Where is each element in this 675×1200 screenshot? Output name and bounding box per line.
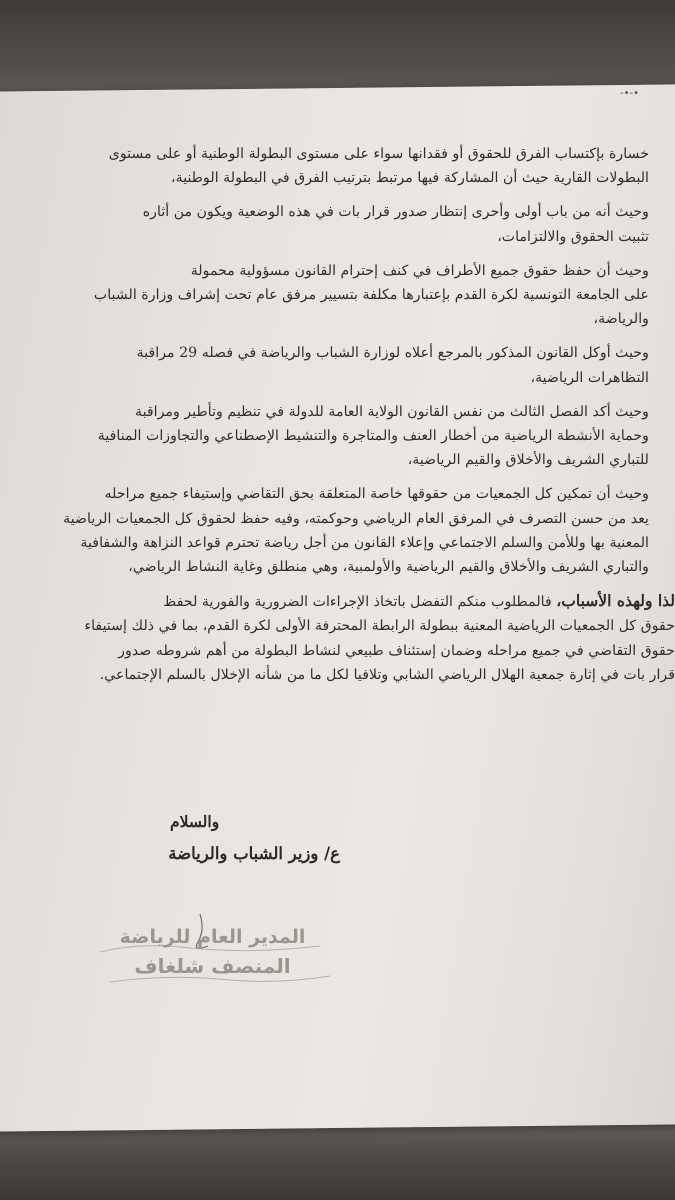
background-bottom [0, 1120, 675, 1200]
paragraph-final-decision [55, 200, 675, 248]
stamp-name: المنصف شلغاف [134, 954, 291, 978]
paragraph-line: المعنية بها وللأمن والسلم الاجتماعي وإعلاء القانون من أجل رياضة تحترم قواعد النزاهة والشفافية [80, 534, 649, 551]
paragraph-line: للتباري الشريف والأخلاق والقيم الرياضية، [407, 452, 649, 469]
stamp-title: المدير العام للرياضة [119, 926, 306, 948]
paragraph-results [55, 142, 675, 190]
paragraph-line: وحماية الأنشطة الرياضية من أخطار العنف والمتاجرة والتنشيط الإصطناعي والتجاوزات المنافية [97, 428, 649, 445]
paragraph-line: حقوق التقاضي في جميع مراحله وضمان إستئناف طبيعي لنشاط البطولة من أهم شروطه صدور [118, 642, 675, 659]
paragraph-line: حقوق كل الجمعيات الرياضية المعنية ببطولة الرابطة المحترفة الأولى لكرة القدم، بما في ذلك إستيفاء [84, 618, 675, 635]
closing-salutation: والسلام [170, 812, 220, 831]
paragraph-line: وحيث أن حفظ حقوق جميع الأطراف في كنف إحترام القانون مسؤولية محمولة [190, 262, 649, 279]
conclusion-lead: لذا ولهذه الأسباب، [556, 591, 675, 611]
signatory-title: ع/ وزير الشباب والرياضة [168, 844, 340, 863]
letter-body [55, 142, 675, 687]
paragraph-line: وحيث أكد الفصل الثالث من نفس القانون الولاية العامة للدولة في تنظيم وتأطير ومراقبة [134, 403, 649, 420]
paragraph-line: يعد من حسن التصرف في المرفق العام الرياضي وحوكمته، وفيه حفظ لحقوق كل الجمعيات الرياضية [63, 510, 649, 527]
paragraph-line: والتباري الشريف والأخلاق والقيم الرياضية والأولمبية، وهي منطلق وغاية النشاط الرياضي، [128, 559, 649, 576]
paragraph-line: وحيث أوكل القانون المذكور بالمرجع أعلاه لوزارة الشباب والرياضة في فصله 29 مراقبة [136, 345, 649, 362]
signature-scribble [80, 912, 345, 990]
paragraph-line: والرياضة، [593, 311, 649, 328]
conclusion-first-line-text: فالمطلوب منكم التفضل باتخاذ الإجراءات الضرورية والفورية لحفظ [163, 594, 557, 611]
conclusion-first-line [55, 589, 675, 614]
paragraph-line: على الجامعة التونسية لكرة القدم بإعتبارها مكلفة بتسيير مرفق عام تحت إشراف وزارة الشباب [93, 287, 649, 304]
paragraph-chapter-29 [55, 341, 675, 389]
paragraph-line: وحيث أن تمكين كل الجمعيات من حقوقها خاصة المتعلقة بحق التقاضي وإستيفاء جميع مراحله [104, 486, 649, 503]
official-stamp [80, 912, 345, 990]
paragraph-line: وحيث أنه من باب أولى وأحرى إنتظار صدور قرار بات في هذه الوضعية ويكون من أثاره [142, 204, 649, 221]
paragraph-line: قرار بات في إثارة جمعية الهلال الرياضي الشابي وتلافيا لكل ما من شأنه الإخلال بالسلم الإجتماعي. [99, 666, 675, 683]
paragraph-line: البطولات القارية حيث أن المشاركة فيها مرتبط بترتيب الفرق في البطولة الوطنية، [171, 170, 649, 187]
paragraph-chapter-3 [55, 400, 675, 473]
paragraph-litigation-rights [55, 482, 675, 579]
paragraph-line: خسارة بإكتساب الفرق للحقوق أو فقدانها سواء على مستوى البطولة الوطنية أو على مستوى [108, 146, 649, 162]
corner-mark: -•-• [620, 88, 640, 99]
paragraph-line: التظاهرات الرياضية، [530, 369, 649, 386]
paragraph-conclusion [55, 589, 675, 687]
paragraph-federation [55, 259, 675, 332]
paragraph-line: تثبيت الحقوق والالتزامات، [497, 228, 649, 245]
